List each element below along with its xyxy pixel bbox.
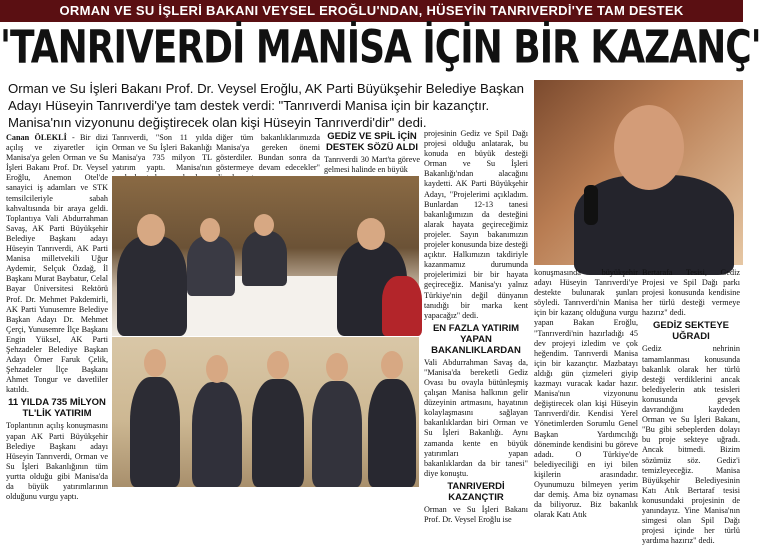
head-shape — [326, 353, 348, 381]
head-shape — [357, 218, 385, 250]
lead-paragraph: Orman ve Su İşleri Bakanı Prof. Dr. Veysel Eroğlu, AK Parti Büyükşehir Belediye Başkan Adayı Hüseyin Tanrıverdi'ye tam destek verdi: "Tanrıverdi Manisa için bir kazançtır. Manisa'nın vizyonunu değiştirecek olan kişi Hüseyin Tanrıverdi'dir" dedi. — [8, 81, 525, 130]
col4-subhead: GEDİZ VE SPİL İÇİN DESTEK SÖZÜ ALDI — [325, 131, 418, 153]
head-shape — [267, 351, 289, 379]
col7-subhead: GEDİZ SEKTEYE UĞRADI — [652, 320, 729, 343]
person-shape — [368, 379, 416, 487]
top-banner: ORMAN VE SU İŞLERİ BAKANI VEYSEL EROĞLU'NDAN, HÜSEYİN TANRIVERDİ'YE TAM DESTEK — [0, 0, 743, 22]
column-5 — [424, 129, 528, 524]
col1-subhead: 11 YILDA 735 MİLYON TL'LİK YATIRIM — [8, 397, 106, 420]
col1-text: - Bir dizi açılış ve ziyaretler için Manisa'ya gelen Orman ve Su İşleri Bakanı Prof. Dr. Veysel Eroğlu, Anemon Otel'de sanayici iş adamları ve STK temsilcileriyle sabah kahvaltısında bir araya geldi. Toplantıya Vali Abdurrahman Savaş, AK Parti Büyükşehir Belediye Başkanı adayı Hüseyin Tanrıverdi, AK Parti Manisa milletvekili Uğur Aydemir, Selçuk Özdağ, İl Başkanı Murat Baybatur, Celal Bayar Üniversitesi Rektörü Prof. Dr. Mehmet Pakdemirli, AK Parti Yunusemre Belediye Başkan Adayı Dr. Mehmet Çerçi, Yunusemre İlçe Başkanı Engin Yüksel, AK Parti Şehzadeler Belediye Başkan Adayı Ömer Faruk Çelik, Şehzadeler İlçe Başkanı Ahmet Tongur ve davetliler katıldı. — [6, 133, 109, 395]
person-shape — [312, 381, 362, 487]
meeting-photo — [112, 176, 419, 336]
col5-subhead: EN FAZLA YATIRIM YAPAN BAKANLIKLARDAN — [431, 322, 521, 356]
byline: Canan ÖLEKLİ — [6, 133, 67, 142]
person-shape — [252, 379, 304, 487]
column-4 — [324, 129, 420, 175]
column-2 — [112, 133, 212, 175]
head-shape — [614, 105, 684, 190]
column-3 — [216, 133, 320, 175]
minister-photo — [534, 80, 743, 265]
head-shape — [137, 214, 165, 246]
col7-text2: Gediz nehrinin tamamlanması konusunda bakanlık olarak her türlü desteği verdiklerini ancak belediyelerin atık tesisleri konusunda gevşek davrandığını kaydeden Orman ve Su İşleri Bakanı, "Bu gibi sebeplerden dolayı bu proje sekteye uğradı. Ancak bitmedi. Bizim sözümüz söz. Gediz'i temizleyeceğiz. Manisa Büyükşehir Belediyesinin Katı Atık Bertaraf tesisi konusundaki projesinin de yanındayız. Yine Manisa'nın simgesi olan Spil Dağı projesi içinde her türlü yardıma hazırız" dedi. — [642, 344, 740, 546]
col2-text: Tanrıverdi, "Son 11 yılda Orman ve Su İşleri Bakanlığı Manisa'ya 735 milyon TL yatırım yaptı. Manisa'nın — [112, 133, 212, 173]
column-7 — [642, 268, 740, 546]
head-shape — [200, 218, 220, 242]
col4-text: Tanrıverdi 30 Mart'ta göreve gelmesi halinde en büyük — [324, 155, 420, 175]
head-shape — [144, 349, 166, 377]
person-shape — [382, 276, 422, 336]
person-shape — [117, 236, 187, 336]
microphone-shape — [584, 185, 598, 225]
col5-text3: Orman ve Su İşleri Bakanı Prof. Dr. Veysel Eroğlu ise — [424, 504, 528, 524]
person-shape — [574, 175, 734, 275]
col6-text: konuşmasında büyükşehir adayı Hüseyin Tanrıverdi'ye destekte bulunarak şunları söyledi. Tanrıverdi'nin Manisa için bir kazanç olduğuna vurgu yapan Bakan Eroğlu, "Tanrıverdi'nin hazırladığı 45 dev projeyi izledim ve çok heğendim. Tanrıverdi Manisa için bir kazançtır. Mazbatayı aldığı gün çizmeleri giyip kazmayı vuracak kadar hazır. Manisa'nın vizyonunu değiştirecek olan kişi Hüseyin Tanrıverdi'dir. Kendisi Yerel Yönetimlerden Sorumlu Genel Başkan Yardımcılığı döneminde kendisini bu göreve adadı. O Türkiye'de belediyeciliği en iyi bilen kişilerin arasındadır. Oyunumuzu bilmeyen yerim dar demiş. Ama biz oynaması da biliyoruz. Biz bakanlık olarak Katı Atık — [534, 268, 638, 520]
col5-text2: Vali Abdurrahman Savaş da, "Manisa'da bereketli Gediz Ovası bu ovayla bütünleşmiş çalışan Manisa halkının gelir düzeyinin artmasını, hayatının kolaylaşmasını sağlayan bakanlıklardan biri Orman ve Su İşleri Bakanlığı. Aynı zamanda kente en büyük yatırımları yapan bakanlıklardan da bir tanesi" diye konuştu. — [424, 357, 528, 478]
head-shape — [381, 351, 403, 379]
group-photo — [112, 337, 419, 487]
person-shape — [187, 236, 235, 296]
col5-subhead2: TANRIVERDİ KAZANÇTIR — [447, 480, 505, 503]
person-shape — [130, 377, 180, 487]
col7-text: Bertarafa Tesisi, Gediz Projesi ve Spil Dağı parkı projesi konusunda kendisine her türlü desteği vermeye hazırız" dedi. — [642, 268, 740, 318]
column-1 — [6, 133, 109, 502]
person-shape — [242, 231, 287, 286]
col3-text: diğer tüm bakanlıklarımızda Manisa'ya gereken önemi gösterdiler. Bundan sonra da göstermeye devam edecekler" — [216, 133, 320, 173]
col1-text2: Toplantının açılış konuşmasını yapan AK Parti Büyükşehir Belediye Başkanı adayı Hüseyin Tanrıverdi, Orman ve Su İşleri Bakanlığının tüm yurtta olduğu gibi Manisa'da da büyük yatırımlarının olduğunu vurgu yaptı. — [6, 421, 108, 502]
person-shape — [192, 382, 242, 487]
col5-text: projesinin Gediz ve Spil Dağı projesi olduğu anlatarak, bu konuda en büyük desteği Orman ve Su İşleri Bakanlığı'ndan alacağını kaydetti. AK Parti Büyükşehir Adayı, "Projelerimi açıkladım. Bunlardan 12-13 tanesi bakanlığımızın da desteğini alarak hayata geçireceğimiz projeler. Sayın bakanımızın projeler konusunda bize desteği açıktır. Halkımızın takdiriyle kazanmamız durumunda projelerimizi bir bir hayata geçireceğiz. Manisa'yı yalnız Türkiye'nin değil dünyanın tanıdığı bir marka kent yapacağız" dedi. — [424, 129, 528, 320]
head-shape — [206, 355, 228, 383]
headline: 'TANRIVERDİ MANİSA İÇİN BİR KAZANÇ' — [0, 22, 761, 74]
head-shape — [254, 214, 274, 236]
column-6 — [534, 268, 638, 520]
